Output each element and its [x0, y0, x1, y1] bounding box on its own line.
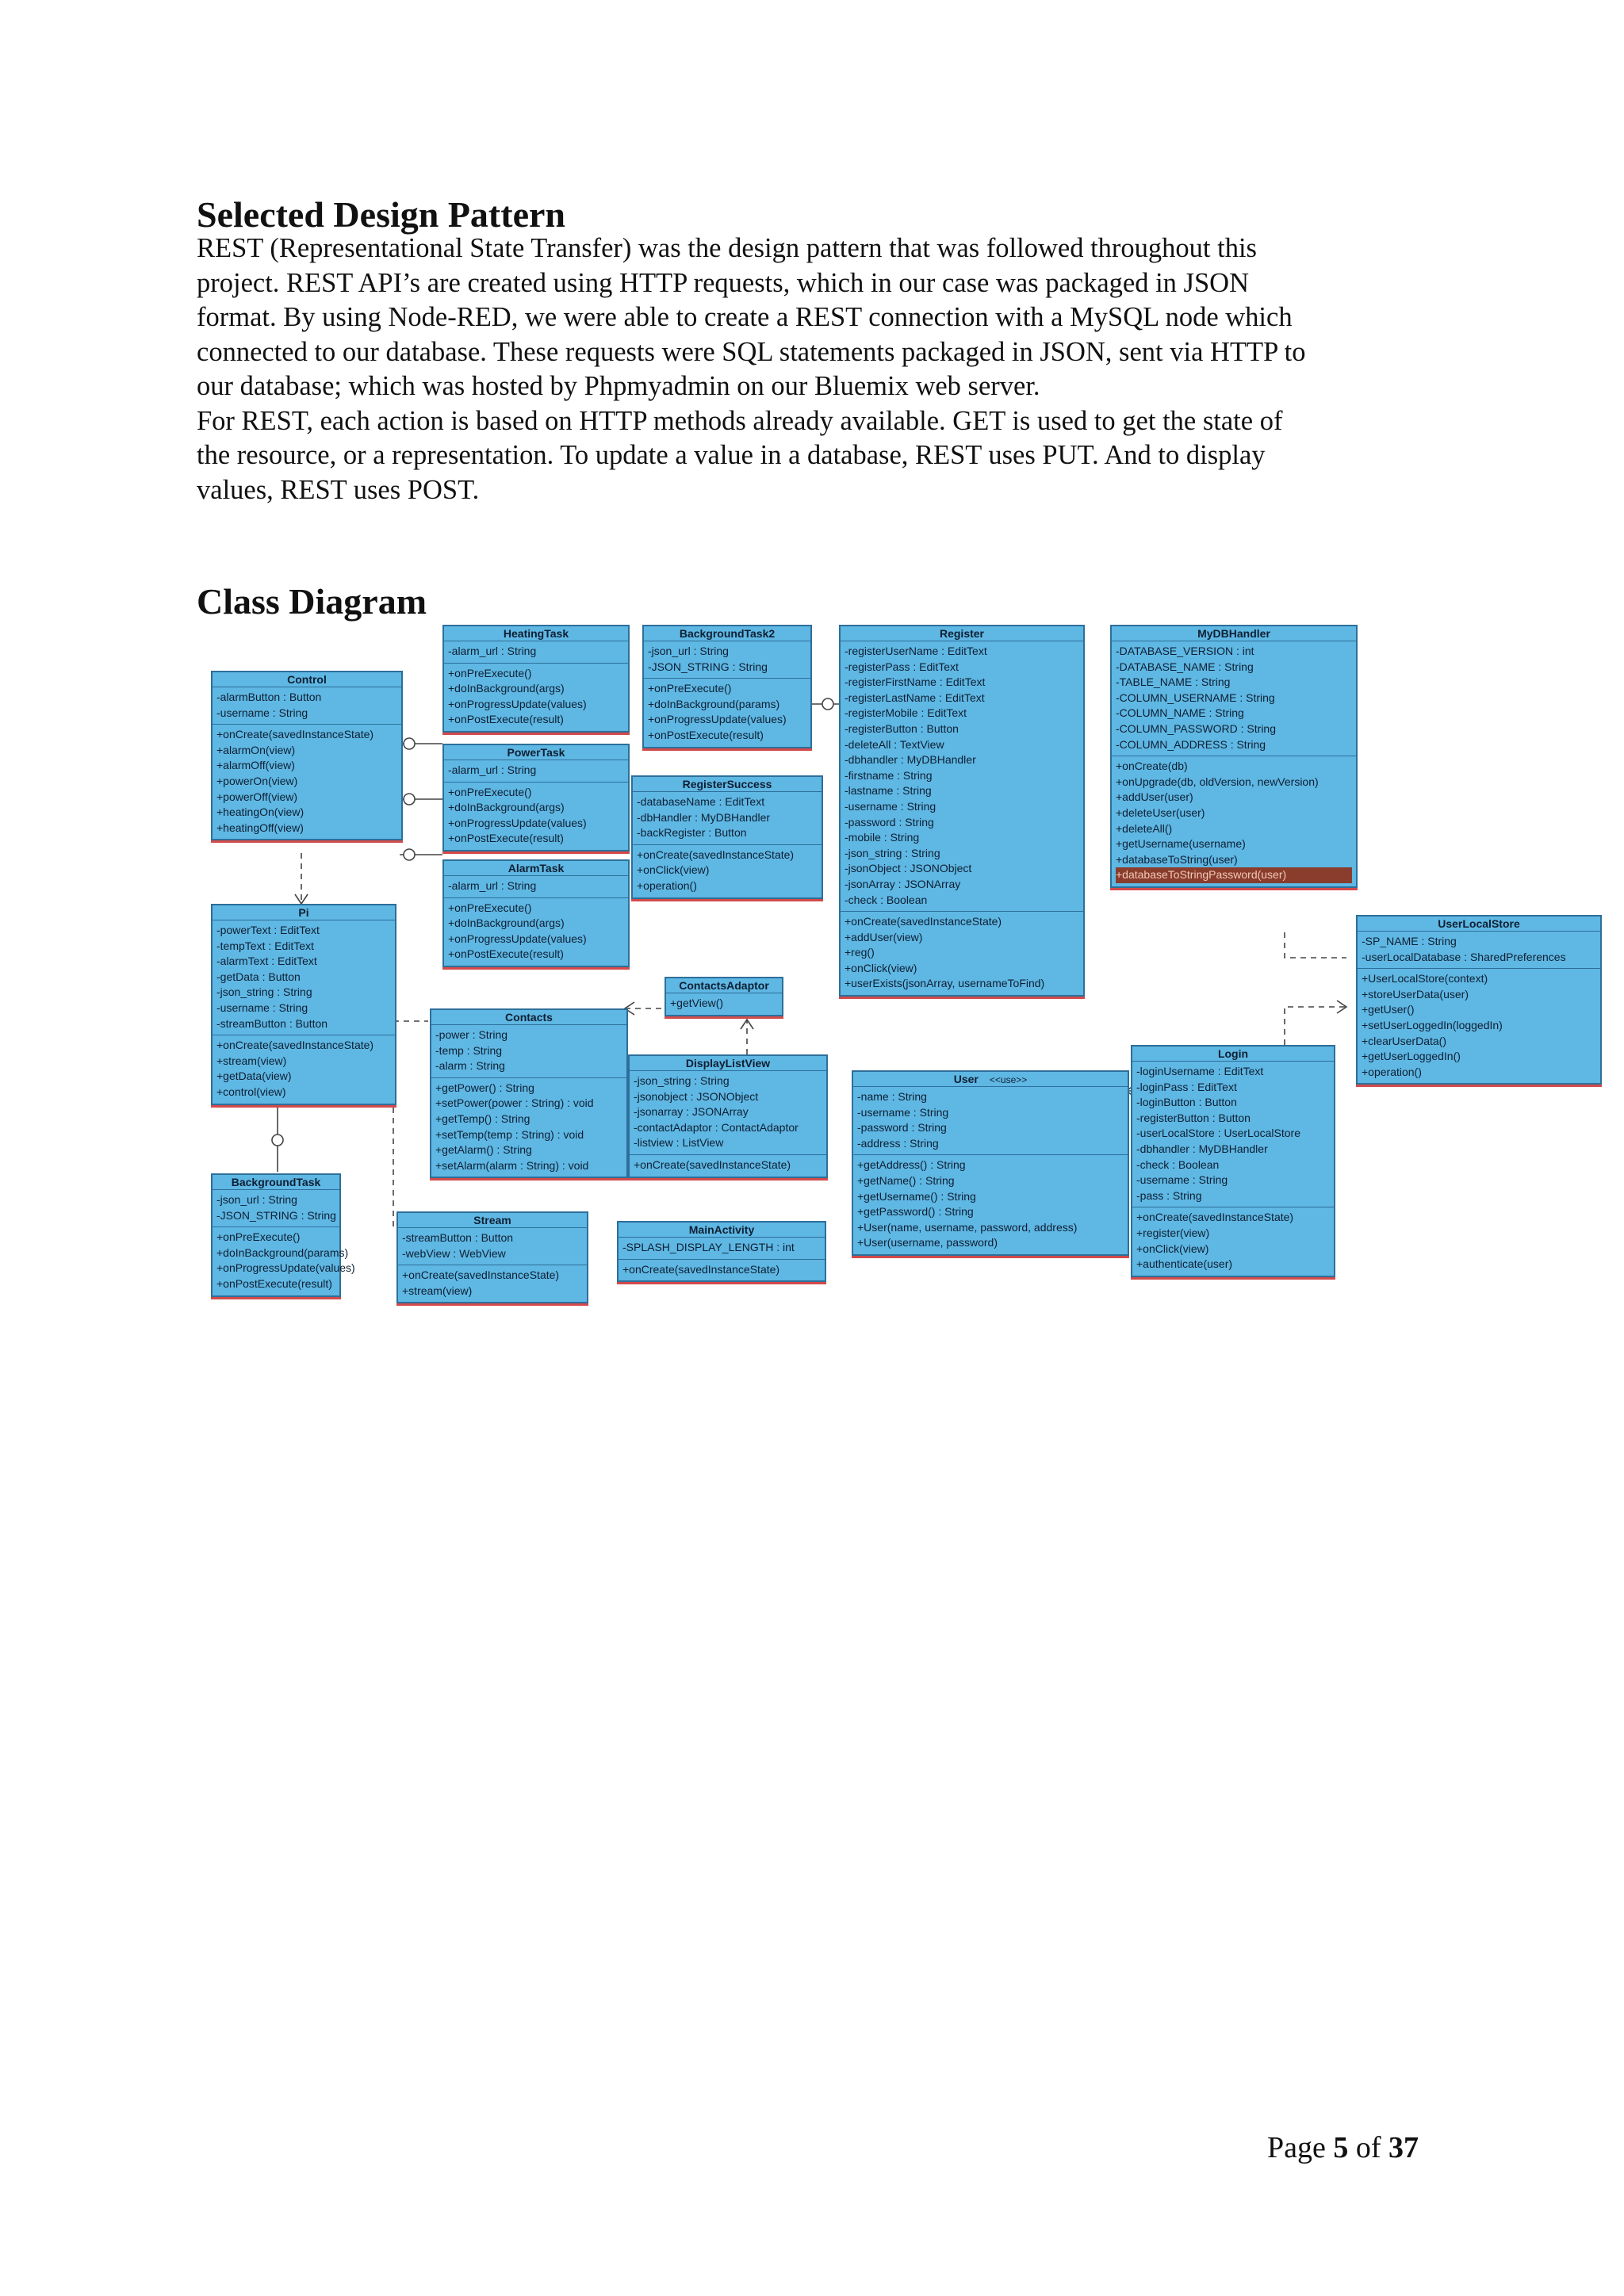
class-box-login: [1131, 1045, 1335, 1277]
class-attribute: -deleteAll : TextView: [845, 737, 944, 751]
class-name-text: PowerTask: [507, 746, 565, 759]
class-method: +alarmOn(view): [216, 743, 296, 756]
class-attribute: -tempText : EditText: [216, 939, 314, 952]
class-methods-section: [444, 664, 628, 731]
class-attribute: -json_string : String: [634, 1074, 730, 1087]
class-attribute: -webView : WebView: [402, 1246, 506, 1260]
class-attribute: -username : String: [216, 1001, 308, 1014]
class-method: +deleteUser(user): [1116, 806, 1205, 819]
class-method: +onPreExecute(): [448, 785, 532, 798]
class-method: +getPassword() : String: [857, 1205, 974, 1219]
class-method: +onProgressUpdate(values): [448, 697, 587, 710]
class-box-register: [839, 625, 1085, 997]
class-methods-section: [1132, 1207, 1334, 1275]
class-attributes-section: [398, 1228, 587, 1265]
class-method: +onCreate(savedInstanceState): [637, 848, 795, 861]
class-method: +onUpgrade(db, oldVersion, newVersion): [1116, 775, 1319, 788]
class-method: +heatingOn(view): [216, 806, 304, 819]
class-method: +setUserLoggedIn(loggedIn): [1362, 1018, 1503, 1031]
class-method: +doInBackground(params): [216, 1246, 349, 1259]
class-method: +onPostExecute(result): [448, 832, 564, 845]
class-attributes-section: [853, 1087, 1128, 1155]
class-name: [619, 1223, 825, 1238]
class-methods-section: [1358, 969, 1600, 1083]
class-attribute: -jsonobject : JSONObject: [634, 1089, 759, 1103]
class-box-registersuccess: [631, 775, 823, 899]
class-attribute: -alarmText : EditText: [216, 955, 317, 968]
class-method: +operation(): [1362, 1065, 1422, 1078]
class-methods-section: [630, 1155, 826, 1177]
paragraph-line: For REST, each action is based on HTTP methods already available. GET is used to get the state of: [197, 405, 1283, 436]
class-methods-section: [841, 912, 1083, 995]
class-method: +powerOff(view): [216, 790, 298, 803]
class-name: [213, 1175, 339, 1190]
page-number: [1267, 2130, 1419, 2165]
class-method: +User(name, username, password, address): [857, 1220, 1078, 1234]
class-methods-section: [1112, 756, 1356, 886]
paragraph-line: connected to our database. These requests were SQL statements packaged in JSON, sent via HTTP to: [197, 336, 1306, 367]
class-attribute: -username : String: [216, 706, 308, 719]
class-attribute: -streamButton : Button: [402, 1231, 514, 1244]
class-name-text: ContactsAdaptor: [679, 979, 769, 992]
class-method: +storeUserData(user): [1362, 987, 1469, 1001]
class-method: +clearUserData(): [1362, 1034, 1446, 1047]
class-name-text: BackgroundTask: [231, 1176, 321, 1188]
class-box-displaylistview: [628, 1054, 828, 1178]
class-name-text: Register: [939, 627, 985, 640]
nesting-circle: [404, 794, 415, 805]
class-attribute: -loginButton : Button: [1136, 1096, 1237, 1109]
class-method: +getPower() : String: [435, 1081, 534, 1094]
class-attribute: -alarm_url : String: [448, 645, 537, 657]
class-box-contactsadaptor: [665, 977, 783, 1016]
class-attribute: -lastname : String: [845, 784, 932, 798]
nesting-circle: [822, 698, 833, 710]
nesting-circle: [272, 1135, 283, 1146]
class-box-mainactivity: [617, 1221, 826, 1282]
class-attribute: -COLUMN_PASSWORD : String: [1116, 721, 1276, 735]
class-attribute: -dbhandler : MyDBHandler: [845, 753, 976, 767]
class-name: [398, 1213, 587, 1228]
class-method: +doInBackground(params): [648, 697, 780, 710]
class-methods-section: [398, 1265, 587, 1302]
class-method: +doInBackground(args): [448, 916, 565, 930]
class-box-mydbhandler: [1110, 625, 1358, 888]
class-attributes-section: [1358, 932, 1600, 969]
class-attributes-section: [213, 687, 401, 725]
class-methods-section: [633, 845, 822, 897]
class-methods-section: [444, 898, 628, 966]
class-attribute: -dbhandler : MyDBHandler: [1136, 1142, 1268, 1155]
class-attributes-section: [213, 920, 395, 1035]
class-attribute: -username : String: [1136, 1173, 1228, 1187]
class-method: +doInBackground(args): [448, 801, 565, 814]
class-name: [1112, 626, 1356, 641]
class-attribute: -registerFirstName : EditText: [845, 675, 986, 689]
class-name: [644, 626, 810, 641]
class-method: +addUser(user): [1116, 790, 1193, 804]
class-methods-section: [853, 1155, 1128, 1254]
class-box-backgroundtask2: [642, 625, 812, 748]
class-name: [1132, 1047, 1334, 1062]
class-attribute: -name : String: [857, 1090, 927, 1103]
nesting-circle: [404, 849, 415, 860]
class-method: +onPostExecute(result): [648, 728, 764, 741]
class-attribute: -backRegister : Button: [637, 826, 747, 840]
class-method: +alarmOff(view): [216, 759, 295, 772]
class-attribute: -registerButton : Button: [845, 721, 959, 735]
class-attributes-section: [841, 641, 1083, 912]
class-attribute: -databaseName : EditText: [637, 795, 765, 808]
class-name-text: Stream: [473, 1214, 511, 1226]
class-attribute: -check : Boolean: [845, 893, 928, 906]
paragraph-line: our database; which was hosted by Phpmyadmin on our Bluemix web server.: [197, 371, 1040, 401]
class-method: +getName() : String: [857, 1173, 955, 1187]
class-name-text: BackgroundTask2: [679, 627, 776, 640]
class-attribute: -password : String: [845, 815, 934, 828]
class-attributes-section: [666, 993, 782, 1015]
class-methods-section: [431, 1078, 626, 1177]
class-attribute: -json_string : String: [845, 846, 940, 859]
class-method: +onProgressUpdate(values): [448, 816, 587, 829]
class-method: +onCreate(savedInstanceState): [1136, 1211, 1294, 1224]
class-attribute: -userLocalStore : UserLocalStore: [1136, 1127, 1300, 1140]
page-of-label: of: [1355, 2131, 1381, 2164]
class-attribute: +getView(): [670, 997, 724, 1009]
class-name-text: Control: [287, 673, 327, 686]
class-box-user: [852, 1070, 1129, 1256]
class-method: +onCreate(db): [1116, 760, 1188, 773]
class-method: +onPostExecute(result): [216, 1276, 332, 1290]
class-method: +getUsername(username): [1116, 837, 1246, 851]
class-name: [853, 1072, 1128, 1087]
class-method: +getUsername() : String: [857, 1189, 976, 1203]
class-method: +doInBackground(args): [448, 682, 565, 695]
class-name: [444, 745, 628, 760]
class-attribute: -COLUMN_ADDRESS : String: [1116, 737, 1266, 751]
class-method: +databaseToString(user): [1116, 852, 1238, 866]
class-diagram: [197, 625, 1600, 1329]
class-method: +setPower(power : String) : void: [435, 1096, 594, 1110]
class-name-text: UserLocalStore: [1438, 917, 1520, 930]
class-attribute: -pass : String: [1136, 1188, 1202, 1202]
class-attribute: -jsonArray : JSONArray: [845, 877, 961, 890]
class-attribute: -streamButton : Button: [216, 1016, 328, 1030]
page-label: Page: [1267, 2131, 1326, 2164]
class-method: +User(username, password): [857, 1236, 998, 1249]
class-name: [431, 1010, 626, 1025]
class-attribute: -alarm_url : String: [448, 763, 537, 776]
class-attribute: -alarm : String: [435, 1059, 505, 1073]
class-attribute: -DATABASE_NAME : String: [1116, 660, 1254, 673]
class-method: +onProgressUpdate(values): [216, 1261, 355, 1275]
class-attribute: -dbHandler : MyDBHandler: [637, 810, 771, 824]
class-method: +onPreExecute(): [448, 901, 532, 914]
class-method: +reg(): [845, 946, 875, 959]
class-attributes-section: [1132, 1062, 1334, 1207]
class-attributes-section: [444, 641, 628, 664]
class-methods-section: [213, 1035, 395, 1103]
class-attribute: -check : Boolean: [1136, 1158, 1220, 1171]
class-method: +setAlarm(alarm : String) : void: [435, 1158, 589, 1172]
class-attribute: -jsonObject : JSONObject: [845, 862, 972, 875]
class-box-contacts: [430, 1008, 628, 1178]
class-attribute: -JSON_STRING : String: [216, 1208, 336, 1222]
class-name-text: User: [953, 1073, 979, 1085]
class-attribute: -loginPass : EditText: [1136, 1080, 1237, 1093]
class-attribute: -json_url : String: [648, 645, 729, 657]
class-name: [444, 861, 628, 876]
class-attribute: -json_string : String: [216, 985, 312, 999]
class-method: +onPreExecute(): [648, 682, 732, 695]
class-method: +getData(view): [216, 1070, 292, 1083]
class-method: +getAlarm() : String: [435, 1143, 532, 1157]
class-attribute: -SPLASH_DISPLAY_LENGTH : int: [622, 1241, 795, 1253]
class-methods-section: [444, 783, 628, 850]
class-method: +onProgressUpdate(values): [448, 932, 587, 945]
class-attribute: -registerButton : Button: [1136, 1111, 1251, 1124]
class-attributes-section: [213, 1190, 339, 1227]
class-method: +getUser(): [1362, 1003, 1415, 1016]
class-name-text: AlarmTask: [508, 862, 565, 874]
class-method: +onCreate(savedInstanceState): [216, 728, 374, 741]
class-box-stream: [396, 1211, 588, 1303]
class-method: +onClick(view): [1136, 1242, 1209, 1255]
class-attribute: -registerLastName : EditText: [845, 691, 985, 704]
paragraph-line: REST (Representational State Transfer) was the design pattern that was followed throughout this: [197, 233, 1257, 263]
class-methods-section: [213, 1227, 355, 1295]
class-stereotype: <<use>>: [989, 1074, 1028, 1085]
class-method: +getUserLoggedIn(): [1362, 1050, 1461, 1063]
class-attribute: -userLocalDatabase : SharedPreferences: [1362, 950, 1566, 963]
class-box-pi: [211, 904, 396, 1105]
class-method: +onClick(view): [637, 863, 710, 877]
class-method: +onClick(view): [845, 961, 917, 974]
class-name: [841, 626, 1083, 641]
class-box-control: [211, 671, 403, 840]
class-attribute: -COLUMN_NAME : String: [1116, 706, 1244, 720]
class-methods-section: [213, 725, 401, 839]
class-method: +stream(view): [216, 1054, 287, 1067]
class-attribute: -json_url : String: [216, 1193, 297, 1206]
class-attribute: -contactAdaptor : ContactAdaptor: [634, 1120, 799, 1134]
class-attribute: -TABLE_NAME : String: [1116, 675, 1231, 689]
class-method: +authenticate(user): [1136, 1257, 1233, 1271]
class-attribute: -address : String: [857, 1136, 939, 1150]
class-name: [633, 777, 822, 792]
class-name: [213, 672, 401, 687]
paragraph-line: values, REST uses POST.: [197, 474, 480, 505]
class-method: +control(view): [216, 1085, 286, 1098]
class-method: +stream(view): [402, 1284, 473, 1297]
class-method: +onPostExecute(result): [448, 947, 564, 961]
section-heading-design-pattern: Selected Design Pattern: [197, 194, 565, 235]
class-method: +powerOn(view): [216, 774, 298, 787]
class-attributes-section: [444, 760, 628, 783]
class-method: +onPostExecute(result): [448, 713, 564, 726]
section-heading-class-diagram: Class Diagram: [197, 581, 427, 622]
class-attribute: -firstname : String: [845, 768, 933, 782]
class-method: +addUser(view): [845, 930, 923, 943]
class-method: +onPreExecute(): [448, 666, 532, 679]
class-attribute: -COLUMN_USERNAME : String: [1116, 691, 1275, 704]
class-name: [213, 905, 395, 920]
paragraph-line: the resource, or a representation. To update a value in a database, REST uses PUT. And to display: [197, 440, 1266, 470]
class-attribute: -temp : String: [435, 1043, 503, 1057]
class-method: +UserLocalStore(context): [1362, 972, 1488, 985]
class-attribute: -power : String: [435, 1028, 508, 1041]
class-attribute: -alarmButton : Button: [216, 691, 322, 703]
class-name-text: MyDBHandler: [1197, 627, 1270, 640]
page-total: 37: [1388, 2131, 1419, 2164]
class-name: [630, 1056, 826, 1071]
class-box-heatingtask: [442, 625, 630, 733]
class-box-userlocalstore: [1356, 915, 1602, 1085]
class-method: +heatingOff(view): [216, 821, 304, 834]
class-attributes-section: [431, 1025, 626, 1078]
class-method: +operation(): [637, 878, 697, 892]
class-name-text: MainActivity: [688, 1223, 755, 1236]
class-method: +onCreate(savedInstanceState): [634, 1158, 791, 1171]
paragraph-line: format. By using Node-RED, we were able to create a REST connection with a MySQL node which: [197, 302, 1293, 332]
class-box-alarmtask: [442, 859, 630, 967]
class-attribute: -getData : Button: [216, 970, 301, 983]
design-pattern-paragraph: [197, 232, 1434, 507]
class-attribute: -alarm_url : String: [448, 879, 537, 892]
class-attribute: -JSON_STRING : String: [648, 660, 768, 673]
class-attribute: -powerText : EditText: [216, 924, 320, 936]
class-method: +onProgressUpdate(values): [648, 713, 787, 726]
class-name: [666, 978, 782, 993]
class-method: +deleteAll(): [1116, 821, 1173, 835]
class-name-text: Pi: [298, 906, 309, 919]
class-attribute: -username : String: [857, 1105, 949, 1119]
class-method: +onPreExecute(): [216, 1230, 301, 1244]
class-attributes-section: [1112, 641, 1356, 756]
class-attribute: -username : String: [845, 799, 936, 813]
class-method: +setTemp(temp : String) : void: [435, 1127, 584, 1141]
class-box-powertask: [442, 744, 630, 851]
class-methods-section: [644, 679, 810, 746]
class-box-backgroundtask: [211, 1173, 355, 1297]
class-attributes-section: [633, 792, 822, 845]
class-attribute: -listview : ListView: [634, 1136, 724, 1150]
class-method: +onCreate(savedInstanceState): [402, 1269, 560, 1282]
class-attributes-section: [644, 641, 810, 679]
class-name: [444, 626, 628, 641]
class-attribute: -SP_NAME : String: [1362, 935, 1457, 947]
class-attribute: -jsonarray : JSONArray: [634, 1105, 749, 1119]
class-method: +databaseToStringPassword(user): [1116, 867, 1352, 883]
class-method: +getTemp() : String: [435, 1112, 530, 1125]
class-name-text: Login: [1217, 1047, 1249, 1060]
class-attribute: -password : String: [857, 1121, 947, 1135]
class-name-text: DisplayListView: [685, 1057, 771, 1070]
class-attribute: -registerMobile : EditText: [845, 706, 967, 720]
class-attribute: -DATABASE_VERSION : int: [1116, 645, 1254, 657]
class-method: +onCreate(savedInstanceState): [845, 915, 1002, 928]
nesting-circle: [404, 738, 415, 749]
class-attribute: -loginUsername : EditText: [1136, 1065, 1264, 1077]
class-name-text: RegisterSuccess: [682, 778, 772, 790]
connector-line: [1285, 932, 1346, 958]
class-attributes-section: [630, 1071, 826, 1155]
class-attributes-section: [619, 1238, 825, 1260]
class-name-text: Contacts: [505, 1011, 553, 1024]
class-method: +onCreate(savedInstanceState): [622, 1262, 780, 1276]
class-name-text: HeatingTask: [503, 627, 569, 640]
paragraph-line: project. REST API’s are created using HTTP requests, which in our case was packaged in JSON: [197, 267, 1249, 298]
class-attribute: -registerUserName : EditText: [845, 645, 987, 657]
class-attributes-section: [444, 876, 628, 898]
page-current: 5: [1333, 2131, 1349, 2164]
class-method: +getAddress() : String: [857, 1158, 966, 1172]
class-attribute: -registerPass : EditText: [845, 660, 959, 673]
class-method: +userExists(jsonArray, usernameToFind): [845, 977, 1045, 990]
class-method: +onCreate(savedInstanceState): [216, 1039, 374, 1052]
class-method: +register(view): [1136, 1226, 1210, 1239]
class-name: [1358, 916, 1600, 932]
class-attribute: -mobile : String: [845, 831, 920, 844]
class-methods-section: [619, 1260, 825, 1281]
